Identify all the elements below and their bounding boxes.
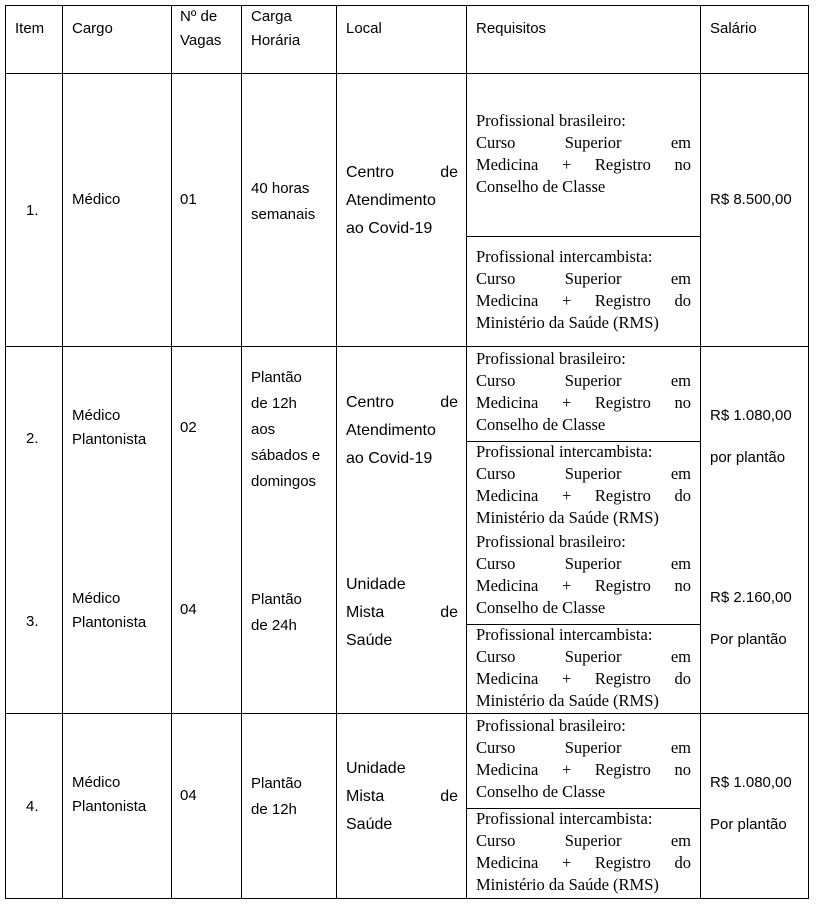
- requisito-word: em: [670, 831, 691, 850]
- requisito-word: Curso: [476, 464, 516, 483]
- cell-carga: [251, 176, 315, 228]
- cell-vagas: 01: [180, 191, 197, 208]
- row-border: [5, 346, 809, 347]
- header-item: Item: [15, 20, 45, 37]
- requisito-word: Registro: [594, 853, 651, 872]
- requisito-word: Ministério da Saúde (RMS): [476, 875, 659, 894]
- cell-salario: [710, 395, 792, 479]
- requisito-line: [476, 176, 691, 198]
- cell-cargo: [72, 587, 146, 635]
- requisito-word: Curso: [476, 554, 516, 573]
- requisito-word: em: [670, 371, 691, 390]
- requisito-line: [476, 392, 691, 414]
- requisito-word: Superior: [564, 738, 622, 757]
- requisito-word: Conselho de Classe: [476, 415, 606, 434]
- cell-cargo: [72, 188, 120, 212]
- cell-local-line: [346, 187, 458, 215]
- requisito-word: no: [674, 760, 691, 779]
- requisito-line: [476, 646, 691, 668]
- requisito-line: [476, 463, 691, 485]
- requisito-word: Curso: [476, 831, 516, 850]
- requisito-word: Conselho de Classe: [476, 177, 606, 196]
- col-border: [466, 5, 467, 898]
- requisito-word: em: [670, 738, 691, 757]
- requisito-word: Curso: [476, 133, 516, 152]
- requisitos-divider: [466, 236, 701, 237]
- cell-vagas: 04: [180, 601, 197, 618]
- cell-local-line: [346, 215, 458, 243]
- requisito-word: Medicina: [476, 669, 539, 688]
- requisito-word: no: [674, 155, 691, 174]
- cell-cargo-line: Médico: [72, 774, 121, 791]
- cell-local-word: Saúde: [346, 632, 393, 649]
- requisito-line: [476, 370, 691, 392]
- cell-salario-line: R$ 8.500,00: [710, 191, 792, 208]
- cell-local-line: [346, 755, 458, 783]
- requisito-word: Registro: [594, 760, 651, 779]
- requisito-line: [476, 759, 691, 781]
- requisito-word: Conselho de Classe: [476, 782, 606, 801]
- requisito-word: em: [670, 647, 691, 666]
- requisito-intercambista: [476, 246, 691, 334]
- cell-cargo-line: Médico: [72, 191, 121, 208]
- cell-salario-line: Por plantão: [710, 816, 787, 833]
- cell-local: [346, 159, 458, 243]
- cell-carga-line: Plantão: [251, 775, 302, 792]
- cell-local-word: Atendimento: [346, 192, 436, 209]
- cell-salario-line: R$ 1.080,00: [710, 407, 792, 424]
- header-requisitos: Requisitos: [476, 20, 547, 37]
- header-vagas-line: Nº de: [180, 8, 218, 25]
- requisito-word: Medicina: [476, 760, 539, 779]
- cell-local-word: de: [440, 604, 458, 621]
- cell-local-line: [346, 599, 458, 627]
- requisito-title: Profissional brasileiro:: [476, 716, 626, 735]
- cell-carga-line: sábados e: [251, 447, 321, 464]
- requisito-word: Registro: [594, 291, 651, 310]
- cell-local: [346, 571, 458, 655]
- requisito-line: [476, 737, 691, 759]
- requisito-line: [476, 668, 691, 690]
- requisito-title: Profissional intercambista:: [476, 247, 653, 266]
- requisito-intercambista: [476, 441, 691, 529]
- cell-cargo-line: Plantonista: [72, 614, 147, 631]
- requisito-title: Profissional intercambista:: [476, 442, 653, 461]
- requisito-word: Curso: [476, 647, 516, 666]
- requisito-line: [476, 414, 691, 436]
- requisito-word: Curso: [476, 738, 516, 757]
- cell-local-word: de: [440, 394, 458, 411]
- requisito-brasileiro: [476, 110, 691, 198]
- requisito-word: no: [674, 393, 691, 412]
- cell-cargo-line: Médico: [72, 407, 121, 424]
- requisito-word: +: [561, 853, 572, 872]
- requisito-line: [476, 690, 691, 712]
- requisito-title: Profissional intercambista:: [476, 625, 653, 644]
- cell-carga-line: Plantão: [251, 591, 302, 608]
- header-salario: Salário: [710, 20, 757, 37]
- cell-salario-line: por plantão: [710, 449, 786, 466]
- cell-cargo-line: Plantonista: [72, 798, 147, 815]
- requisito-word: +: [561, 486, 572, 505]
- col-border: [808, 5, 809, 898]
- requisito-word: Registro: [594, 669, 651, 688]
- cell-local-word: Unidade: [346, 576, 406, 593]
- header-carga-line: Carga: [251, 8, 292, 25]
- requisito-line: [476, 290, 691, 312]
- cell-local-line: [346, 159, 458, 187]
- header-vagas-line: Vagas: [180, 32, 222, 49]
- cell-salario-line: R$ 2.160,00: [710, 589, 792, 606]
- requisito-word: Medicina: [476, 393, 539, 412]
- requisito-word: Medicina: [476, 853, 539, 872]
- cell-local-word: ao Covid-19: [346, 220, 433, 237]
- cell-item: 2.: [26, 430, 39, 447]
- cell-local-word: Centro: [346, 164, 395, 181]
- col-border: [171, 5, 172, 898]
- requisito-line: [476, 154, 691, 176]
- row-border: [5, 5, 809, 6]
- cell-local-line: [346, 811, 458, 839]
- requisito-line: [476, 781, 691, 803]
- cell-carga-line: Plantão: [251, 369, 302, 386]
- cell-local-word: Saúde: [346, 816, 393, 833]
- requisito-word: Superior: [564, 831, 622, 850]
- requisito-title: Profissional brasileiro:: [476, 532, 626, 551]
- row-border: [5, 73, 809, 74]
- header-carga: [251, 5, 300, 53]
- requisito-word: Registro: [594, 393, 651, 412]
- row-border: [5, 713, 809, 714]
- requisito-line: [476, 553, 691, 575]
- cell-local-word: ao Covid-19: [346, 450, 433, 467]
- cell-local-word: Mista: [346, 604, 385, 621]
- requisito-word: Ministério da Saúde (RMS): [476, 313, 659, 332]
- requisito-word: Superior: [564, 133, 622, 152]
- header-carga-line: Horária: [251, 32, 301, 49]
- cell-local: [346, 755, 458, 839]
- cell-local-line: [346, 627, 458, 655]
- requisito-word: em: [670, 554, 691, 573]
- requisito-word: em: [670, 133, 691, 152]
- requisito-line: [476, 575, 691, 597]
- requisito-line: [476, 852, 691, 874]
- cell-carga-line: 40 horas: [251, 180, 310, 197]
- requisito-word: +: [561, 669, 572, 688]
- requisito-word: Registro: [594, 155, 651, 174]
- cell-salario-line: R$ 1.080,00: [710, 774, 792, 791]
- requisito-word: do: [674, 853, 691, 872]
- cell-vagas: 04: [180, 787, 197, 804]
- requisito-word: Curso: [476, 269, 516, 288]
- col-border: [5, 5, 6, 898]
- requisito-word: Medicina: [476, 576, 539, 595]
- cell-local-line: [346, 417, 458, 445]
- requisito-word: Superior: [564, 647, 622, 666]
- cell-carga: [251, 771, 302, 823]
- requisito-word: em: [670, 269, 691, 288]
- header-cargo: Cargo: [72, 20, 113, 37]
- requisito-word: Ministério da Saúde (RMS): [476, 691, 659, 710]
- header-local: Local: [346, 20, 382, 37]
- requisito-line: [476, 268, 691, 290]
- requisito-line: [476, 830, 691, 852]
- cell-carga-line: domingos: [251, 473, 317, 490]
- cell-local-line: [346, 571, 458, 599]
- requisito-line: [476, 132, 691, 154]
- requisito-word: Superior: [564, 269, 622, 288]
- cell-carga-line: de 12h: [251, 395, 297, 412]
- cell-item: 4.: [26, 798, 39, 815]
- cell-local-word: de: [440, 788, 458, 805]
- requisito-word: Superior: [564, 371, 622, 390]
- requisito-line: [476, 485, 691, 507]
- requisito-word: do: [674, 291, 691, 310]
- requisito-title: Profissional brasileiro:: [476, 349, 626, 368]
- cell-salario: [710, 577, 792, 661]
- requisito-word: +: [561, 393, 572, 412]
- requisito-word: Superior: [564, 554, 622, 573]
- requisito-word: +: [561, 155, 572, 174]
- col-border: [700, 5, 701, 898]
- cell-vagas: 02: [180, 419, 197, 436]
- cell-cargo: [72, 404, 146, 452]
- cell-carga-line: aos: [251, 421, 276, 438]
- cell-local-word: Unidade: [346, 760, 406, 777]
- requisito-word: Registro: [594, 486, 651, 505]
- requisito-word: Medicina: [476, 486, 539, 505]
- cell-carga-line: semanais: [251, 206, 316, 223]
- requisito-brasileiro: [476, 715, 691, 803]
- requisito-word: do: [674, 486, 691, 505]
- cell-salario: [710, 762, 792, 846]
- requisito-line: [476, 507, 691, 529]
- requisito-word: Medicina: [476, 291, 539, 310]
- cell-local-word: Atendimento: [346, 422, 436, 439]
- requisito-intercambista: [476, 808, 691, 896]
- requisito-word: Superior: [564, 464, 622, 483]
- cell-salario: [710, 188, 792, 212]
- requisito-brasileiro: [476, 531, 691, 619]
- col-border: [241, 5, 242, 898]
- row-border: [5, 898, 809, 899]
- cell-cargo-line: Médico: [72, 590, 121, 607]
- cell-local-line: [346, 783, 458, 811]
- requisito-word: +: [561, 291, 572, 310]
- col-border: [336, 5, 337, 898]
- requisito-word: Curso: [476, 371, 516, 390]
- requisito-word: do: [674, 669, 691, 688]
- requisito-word: +: [561, 760, 572, 779]
- cell-cargo-line: Plantonista: [72, 431, 147, 448]
- cell-carga-line: de 12h: [251, 801, 297, 818]
- requisito-word: no: [674, 576, 691, 595]
- cell-local-line: [346, 389, 458, 417]
- requisito-intercambista: [476, 624, 691, 712]
- cell-item: 3.: [26, 613, 39, 630]
- requisito-word: Ministério da Saúde (RMS): [476, 508, 659, 527]
- cell-local-word: Mista: [346, 788, 385, 805]
- requisito-title: Profissional brasileiro:: [476, 111, 626, 130]
- requisito-word: Medicina: [476, 155, 539, 174]
- header-vagas: [180, 5, 221, 53]
- requisito-brasileiro: [476, 348, 691, 436]
- cell-carga-line: de 24h: [251, 617, 297, 634]
- cell-local-line: [346, 445, 458, 473]
- cell-local: [346, 389, 458, 473]
- requisito-word: em: [670, 464, 691, 483]
- cell-cargo: [72, 771, 146, 819]
- cell-carga: [251, 587, 302, 639]
- requisito-word: +: [561, 576, 572, 595]
- cell-local-word: Centro: [346, 394, 395, 411]
- cell-carga: [251, 365, 320, 495]
- cell-item: 1.: [26, 202, 39, 219]
- cell-salario-line: Por plantão: [710, 631, 787, 648]
- col-border: [62, 5, 63, 898]
- requisito-line: [476, 597, 691, 619]
- requisito-line: [476, 312, 691, 334]
- requisito-line: [476, 874, 691, 896]
- requisito-title: Profissional intercambista:: [476, 809, 653, 828]
- requisito-word: Conselho de Classe: [476, 598, 606, 617]
- requisito-word: Registro: [594, 576, 651, 595]
- cell-local-word: de: [440, 164, 458, 181]
